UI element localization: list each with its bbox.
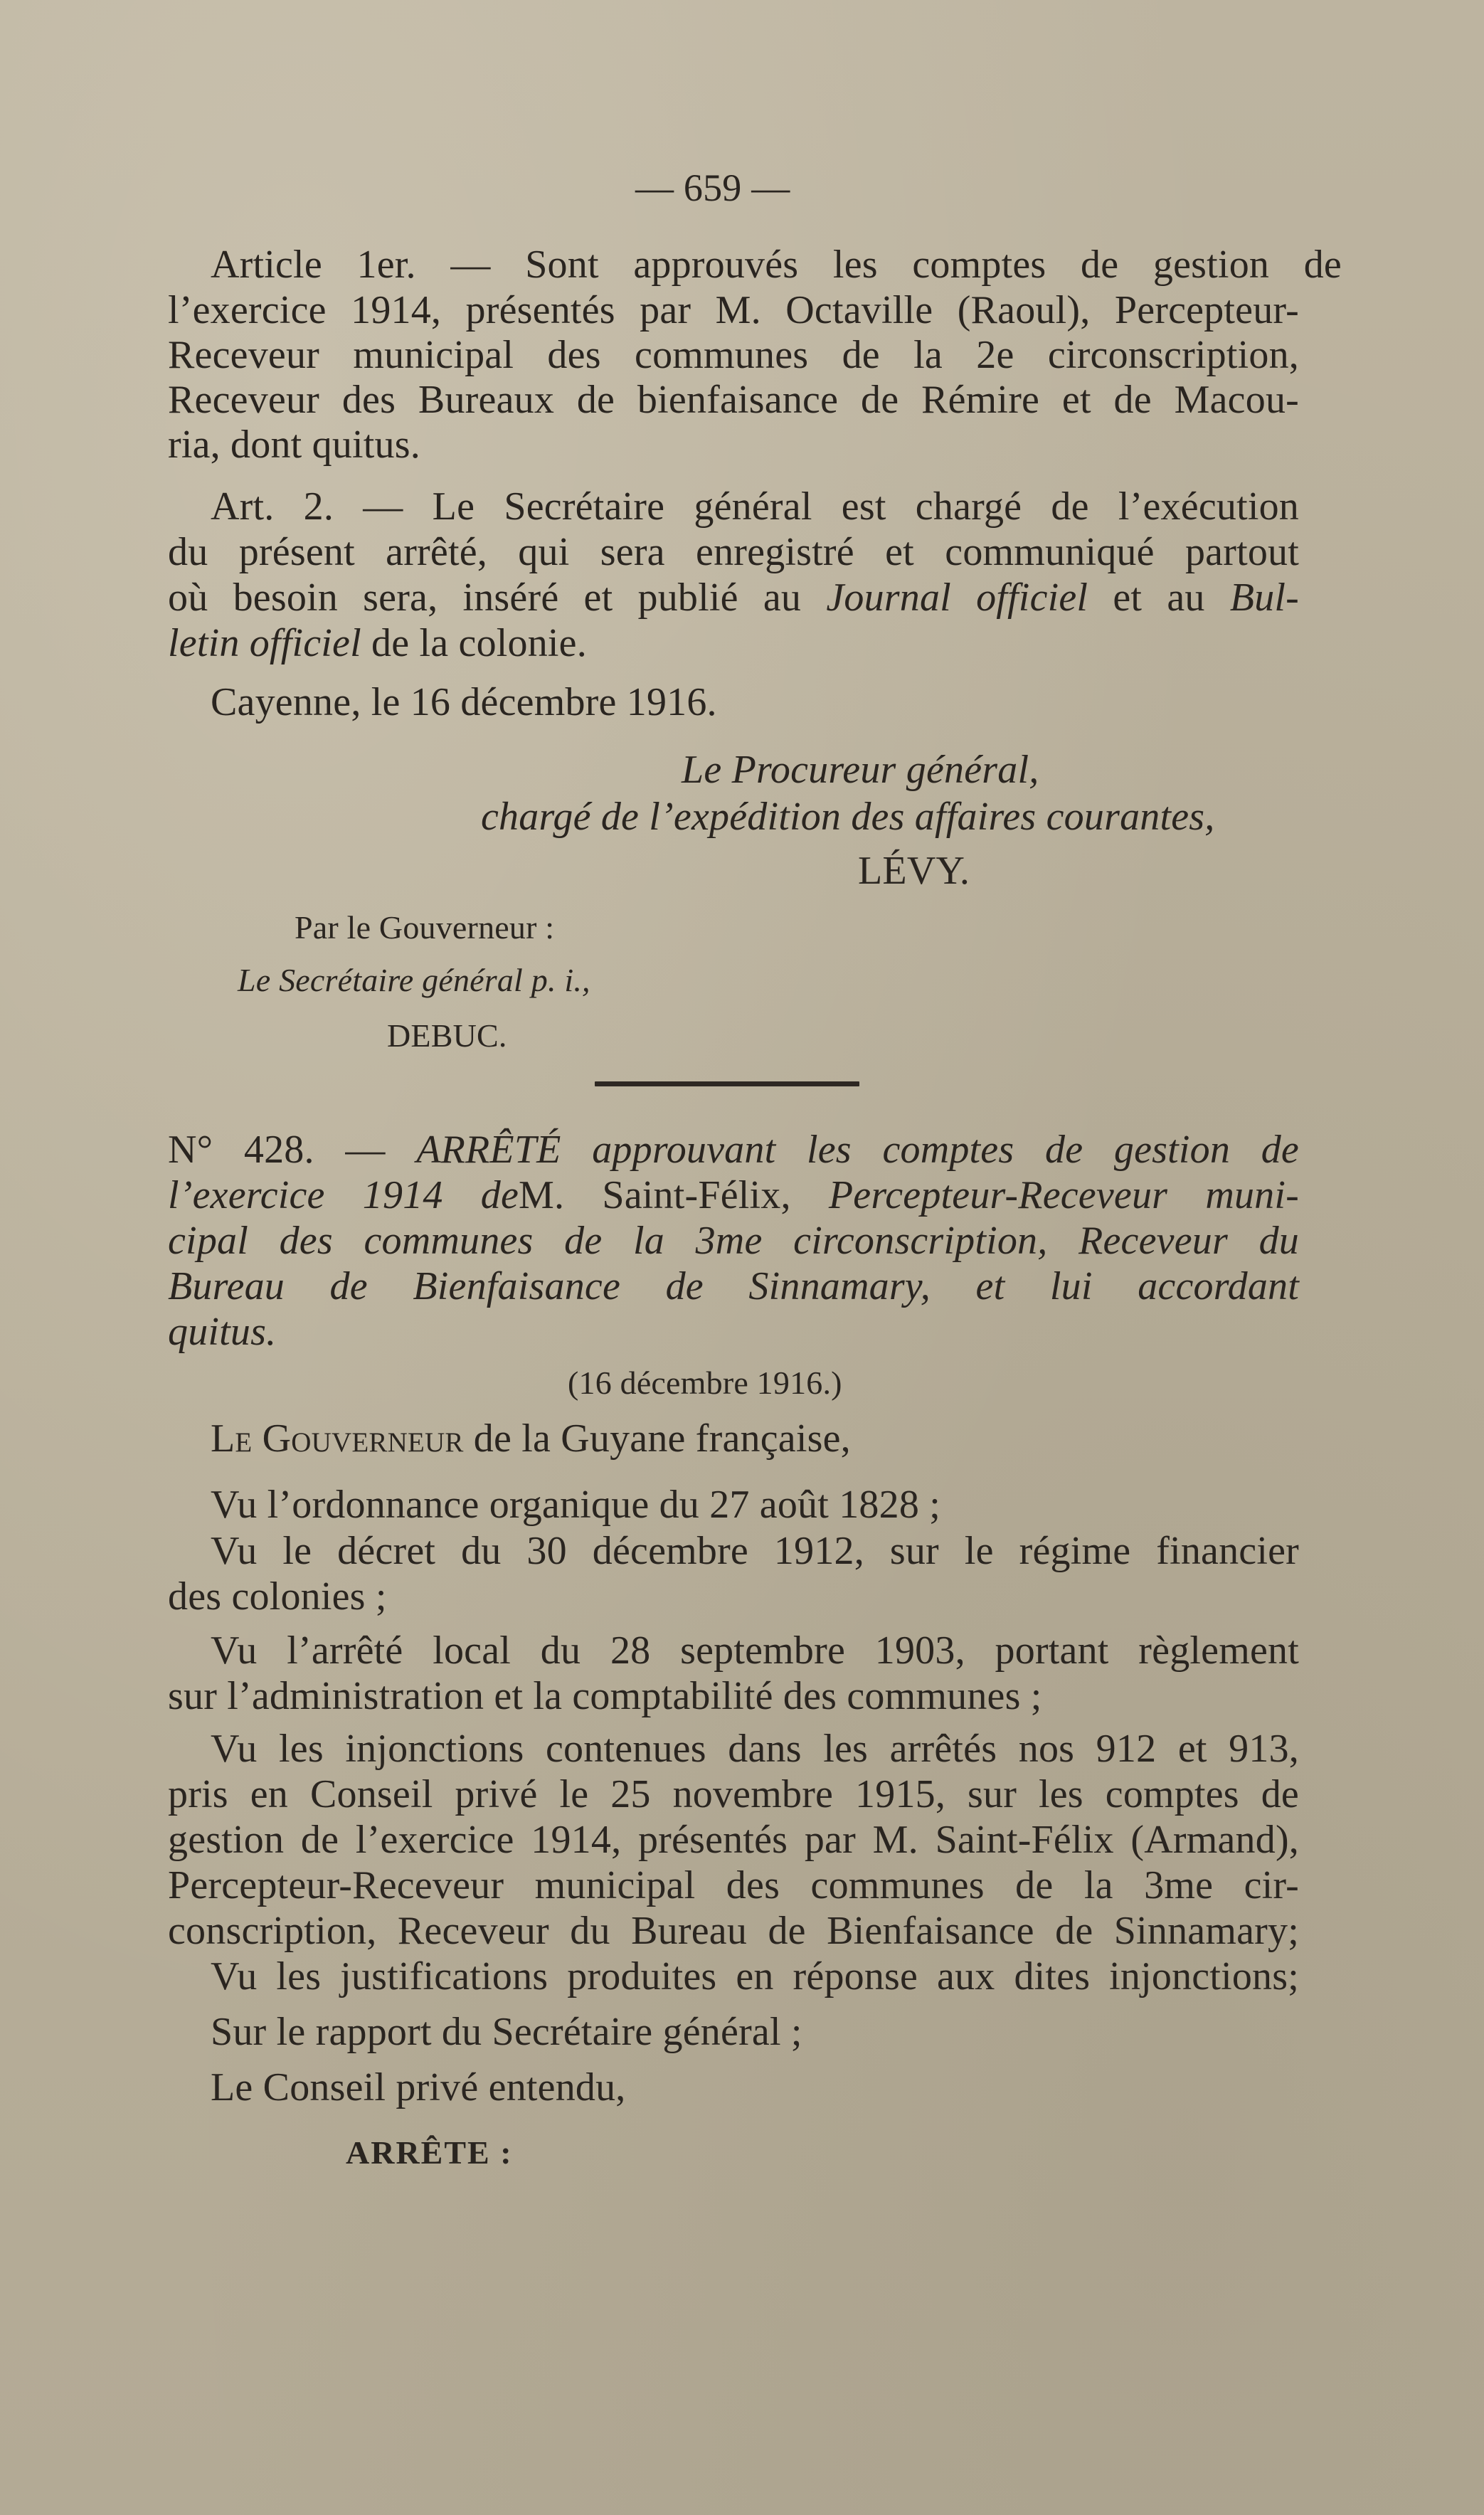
journal-officiel: Journal officiel (826, 576, 1088, 620)
art1-line-2: l’exercice 1914, présentés par M. Octaville (Raoul), Percepteur- (168, 288, 1299, 332)
vu-line-11: Vu les justifications produites en réponse aux dites injonctions; (211, 1954, 1299, 1998)
secretary-title: Le Secrétaire général p. i., (238, 962, 590, 998)
arrete428-title-line-5: quitus. (168, 1310, 277, 1354)
by-governor: Par le Gouverneur : (295, 909, 555, 946)
arrete428-title-line-3: cipal des communes de la 3me circonscription, Receveur du (168, 1219, 1299, 1263)
arrete428-title-a: ARRÊTÉ approuvant les comptes de gestion de (416, 1128, 1299, 1172)
bulletin-start: Bul- (1229, 576, 1300, 620)
arrete428-number: N° 428. — (168, 1128, 417, 1172)
vu-line-5: sur l’administration et la comptabilité des communes ; (168, 1674, 1042, 1718)
signatory-title-2: chargé de l’expédition des affaires courantes, (481, 795, 1215, 839)
art2-line-2: du présent arrêté, qui sera enregistré et communiqué partout (168, 530, 1299, 574)
governor-title: Le Gouverneur (211, 1417, 464, 1461)
vu-line-12: Sur le rapport du Secrétaire général ; (211, 2010, 802, 2054)
signatory-title-1: Le Procureur général, (682, 748, 1039, 792)
art1-line-3: Receveur municipal des communes de la 2e circonscription, (168, 333, 1299, 377)
vu-line-13: Le Conseil privé entendu, (211, 2065, 626, 2109)
arrete428-date: (16 décembre 1916.) (568, 1365, 842, 1401)
art1-line-4: Receveur des Bureaux de bienfaisance de Rémire et de Macou- (168, 378, 1299, 422)
art2-line-3-c: et au (1088, 576, 1230, 620)
arrete428-title-line-4: Bureau de Bienfaisance de Sinnamary, et lui accordant (168, 1264, 1299, 1308)
arrete428-title-b: l’exercice 1914 de (168, 1173, 519, 1217)
arrete428-title-line-1 (168, 1127, 1299, 1172)
vu-line-1: Vu l’ordonnance organique du 27 août 1828 ; (211, 1483, 940, 1527)
arrete428-title-c: M. Saint-Félix, (519, 1173, 829, 1217)
art1-line-5: ria, dont quitus. (168, 423, 420, 467)
signatory-name: LÉVY. (858, 849, 970, 893)
section-divider (595, 1081, 859, 1086)
vu-line-10: conscription, Receveur du Bureau de Bienfaisance de Sinnamary; (168, 1909, 1299, 1953)
secretary-name: DEBUC. (387, 1017, 507, 1054)
art2-line-4 (168, 620, 587, 666)
arrete-heading: ARRÊTE : (346, 2134, 513, 2171)
art1-line-1-text: Article 1er. — Sont approuvés les comptes de gestion de (211, 243, 1342, 287)
art2-line-3 (168, 575, 1299, 620)
vu-line-6: Vu les injonctions contenues dans les arrêtés nos 912 et 913, (211, 1727, 1299, 1771)
vu-line-4: Vu l’arrêté local du 28 septembre 1903, portant règlement (211, 1629, 1299, 1673)
bulletin-officiel: letin officiel (168, 621, 361, 665)
art2-line-1: Art. 2. — Le Secrétaire général est chargé de l’exécution (211, 485, 1299, 529)
vu-line-3: des colonies ; (168, 1574, 387, 1619)
governor-line (211, 1416, 851, 1461)
art2-line-3-a: où besoin sera, inséré et publié au (168, 576, 827, 620)
vu-line-7: pris en Conseil privé le 25 novembre 1915, sur les comptes de (168, 1772, 1299, 1816)
governor-rest: de la Guyane française, (463, 1417, 851, 1461)
art1-line-1 (211, 242, 1342, 287)
arrete428-title-line-2 (168, 1172, 1299, 1218)
vu-line-9: Percepteur-Receveur municipal des communes de la 3me cir- (168, 1863, 1299, 1907)
vu-line-8: gestion de l’exercice 1914, présentés par M. Saint-Félix (Armand), (168, 1818, 1299, 1862)
page-number: — 659 — (635, 166, 790, 209)
art2-line-4-b: de la colonie. (361, 621, 587, 665)
arrete428-title-d: Percepteur-Receveur muni- (828, 1173, 1299, 1217)
place-date: Cayenne, le 16 décembre 1916. (211, 680, 717, 724)
vu-line-2: Vu le décret du 30 décembre 1912, sur le régime financier (211, 1529, 1299, 1573)
